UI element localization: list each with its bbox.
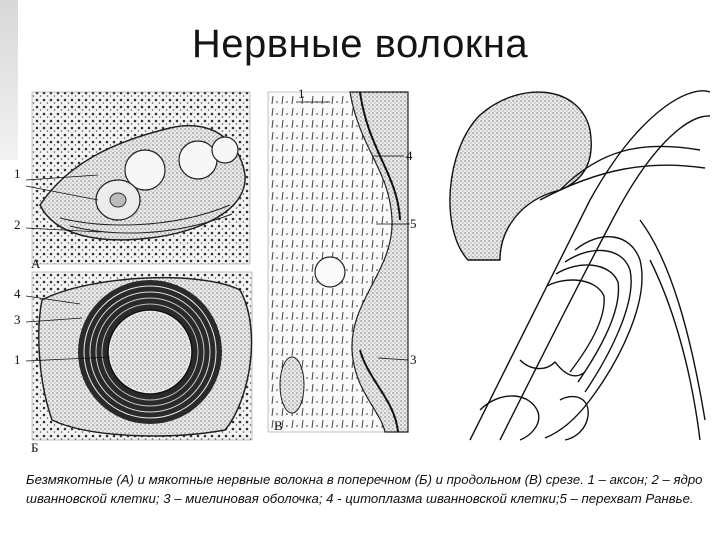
- panel-a-label-1: 1: [14, 166, 21, 181]
- panel-b-drawing: [32, 272, 252, 440]
- panel-b-label-3: 3: [14, 312, 21, 327]
- figure-caption: Безмякотные (А) и мякотные нервные волокна в поперечном (Б) и продольном (В) срезе. 1 – аксон; 2 – ядро шванновской клетки; 3 – миелиновая оболочка; 4 - цитоплазма шванновской клетки;5 – перехват Ранвье.: [26, 472, 703, 506]
- panel-b-label-4: 4: [14, 286, 21, 301]
- panel-c-label-4: 4: [406, 148, 413, 163]
- panel-c-label-1: 1: [298, 86, 305, 101]
- panel-b-label-1: 1: [14, 352, 21, 367]
- ranvier-node-drawing: [450, 91, 710, 440]
- panel-c-label-3: 3: [410, 352, 417, 367]
- slide-title: Нервные волокна: [191, 22, 529, 66]
- panel-c-letter: В: [274, 418, 283, 433]
- panel-a-label-2: 2: [14, 217, 21, 232]
- panel-c-drawing: [268, 92, 408, 432]
- panel-a-drawing: [32, 92, 250, 264]
- panel-b-letter: Б: [31, 440, 39, 455]
- panel-a-letter: А: [31, 256, 41, 271]
- panel-c-label-5: 5: [410, 216, 417, 231]
